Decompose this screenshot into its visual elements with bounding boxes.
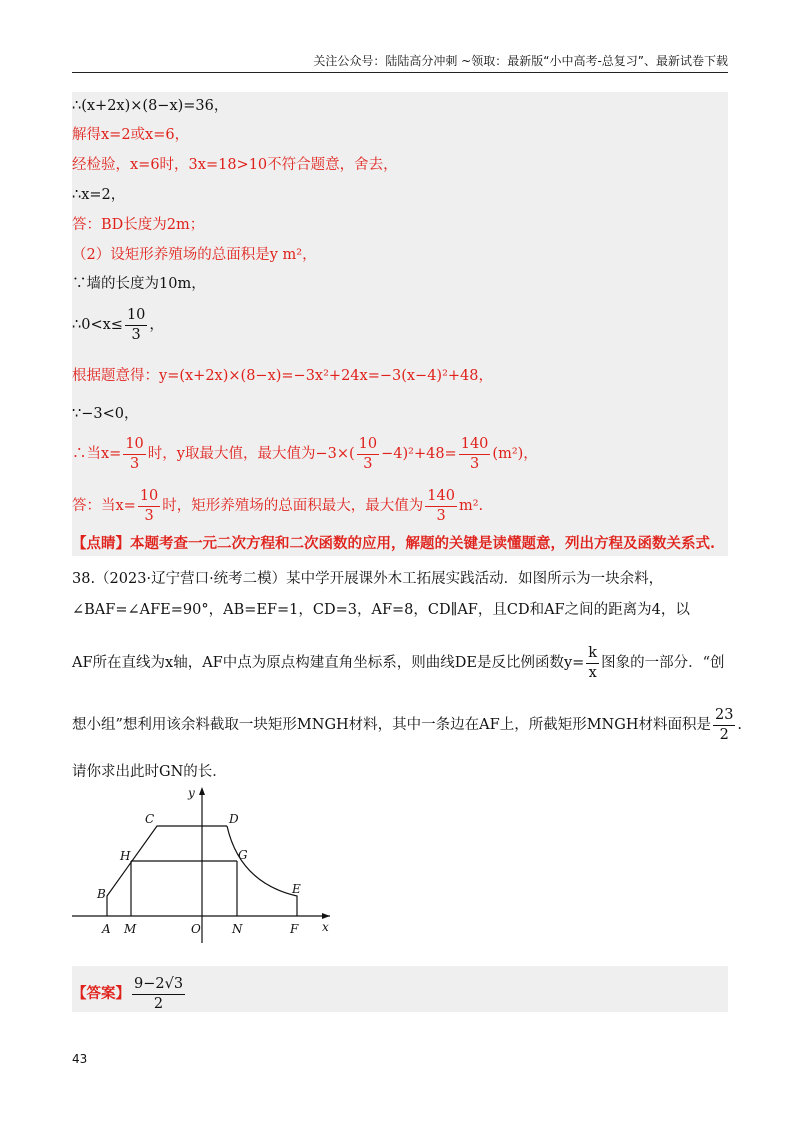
- denominator: 3: [436, 507, 446, 524]
- page-number: 43: [72, 1052, 88, 1066]
- denominator: 2: [153, 995, 164, 1012]
- text-seg: .: [737, 717, 743, 733]
- label-g: G: [238, 848, 248, 862]
- numerator: 140: [459, 437, 491, 455]
- text-seg: −4)²+48=: [381, 446, 457, 462]
- numerator: 10: [138, 489, 160, 507]
- label-o: O: [191, 922, 201, 936]
- text-seg: 想小组”想利用该余料截取一块矩形MNGH材料，其中一条边在AF上，所截矩形MNGH材料面积是: [72, 717, 711, 733]
- ineq-prefix: ∴0<x≤: [72, 317, 123, 333]
- solution-line-10: ∵−3<0，: [72, 406, 139, 422]
- denominator: 3: [129, 455, 140, 472]
- label-n: N: [232, 922, 243, 936]
- solution-line-3: 经检验，x=6时，3x=18>10不符合题意，舍去，: [72, 157, 398, 173]
- page-header: [72, 52, 728, 73]
- text-seg: 时，矩形养殖场的总面积最大，最大值为: [162, 498, 424, 514]
- solution-line-4: ∴x=2，: [72, 187, 126, 203]
- comment-tag: 【点睛】: [72, 535, 130, 552]
- solution-line-9: 根据题意得：y=(x+2x)×(8−x)=−3x²+24x=−3(x−4)²+48，: [72, 368, 493, 384]
- label-c: C: [145, 812, 155, 826]
- label-d: D: [229, 812, 239, 826]
- label-y: y: [188, 786, 195, 800]
- solution-line-1: ∴(x+2x)×(8−x)=36，: [72, 98, 229, 114]
- question-line-3: [72, 646, 725, 680]
- label-h: H: [120, 849, 131, 863]
- numerator: 10: [123, 437, 145, 455]
- label-x: x: [322, 920, 329, 934]
- solution-line-11: [72, 437, 538, 471]
- header-text: 关注公众号：陆陆高分冲刺 ~领取：最新版“小中高考-总复习”、最新试卷下载: [313, 54, 728, 68]
- numerator: 9−2√3: [132, 977, 185, 995]
- solution-line-5: 答：BD长度为2m；: [72, 217, 205, 233]
- answer-block: [72, 966, 728, 1012]
- shape-outline: [107, 826, 227, 916]
- comment-text: 本题考查一元二次方程和二次函数的应用，解题的关键是读懂题意，列出方程及函数关系式.: [130, 535, 716, 552]
- fraction: [138, 489, 160, 523]
- text-seg: (m²)，: [492, 446, 538, 462]
- question-line-4: [72, 708, 742, 742]
- label-m: M: [124, 922, 137, 936]
- question-line-1: 38.（2023·辽宁营口·统考二模）某中学开展课外木工拓展实践活动．如图所示为一块余料，: [72, 571, 664, 587]
- y-axis-arrow: [199, 787, 205, 795]
- geometry-figure: [72, 783, 342, 943]
- fraction: [125, 308, 147, 342]
- denominator: 2: [719, 726, 729, 743]
- denominator: 3: [131, 326, 141, 343]
- text-seg: 答：当x=: [72, 498, 136, 514]
- solution-line-2: 解得x=2或x=6，: [72, 127, 190, 143]
- text-seg: AF所在直线为x轴，AF中点为原点构建直角坐标系，则曲线DE是反比例函数y=: [72, 655, 585, 671]
- label-a: A: [102, 922, 111, 936]
- answer-tag: 【答案】: [72, 985, 130, 1002]
- solution-block: [72, 92, 728, 556]
- fraction: [713, 708, 735, 742]
- denominator: 3: [144, 507, 154, 524]
- numerator: 10: [125, 308, 147, 326]
- label-e: E: [292, 882, 301, 896]
- label-b: B: [97, 887, 106, 901]
- solution-line-12: [72, 489, 483, 523]
- numerator: 23: [713, 708, 735, 726]
- x-axis-arrow: [322, 913, 330, 919]
- answer-fraction: [132, 977, 185, 1011]
- text-seg: ∴当x=: [72, 446, 122, 462]
- denominator: x: [588, 664, 597, 681]
- fraction: [586, 646, 599, 680]
- solution-line-6: （2）设矩形养殖场的总面积是y m²，: [72, 247, 317, 263]
- denominator: 3: [469, 455, 480, 472]
- comment-line: [72, 534, 715, 554]
- ineq-suffix: ，: [149, 317, 164, 333]
- solution-line-8: [72, 308, 164, 342]
- numerator: 140: [425, 489, 457, 507]
- answer-line: [72, 977, 187, 1011]
- solution-line-7: ∵墙的长度为10m，: [72, 276, 206, 292]
- question-line-2: ∠BAF=∠AFE=90°，AB=EF=1，CD=3，AF=8，CD∥AF，且CD和AF之间的距离为4，以: [72, 602, 690, 618]
- question-line-5: 请你求出此时GN的长．: [72, 764, 227, 780]
- text-seg: 图象的一部分．“创: [601, 655, 725, 671]
- numerator: k: [586, 646, 599, 664]
- label-f: F: [290, 922, 299, 936]
- numerator: 10: [357, 437, 379, 455]
- fraction: [123, 437, 145, 471]
- text-seg: 时，y取最大值，最大值为−3×(: [147, 446, 355, 462]
- denominator: 3: [363, 455, 373, 472]
- fraction: [459, 437, 491, 471]
- fraction: [357, 437, 379, 471]
- text-seg: m².: [458, 498, 484, 514]
- fraction: [425, 489, 457, 523]
